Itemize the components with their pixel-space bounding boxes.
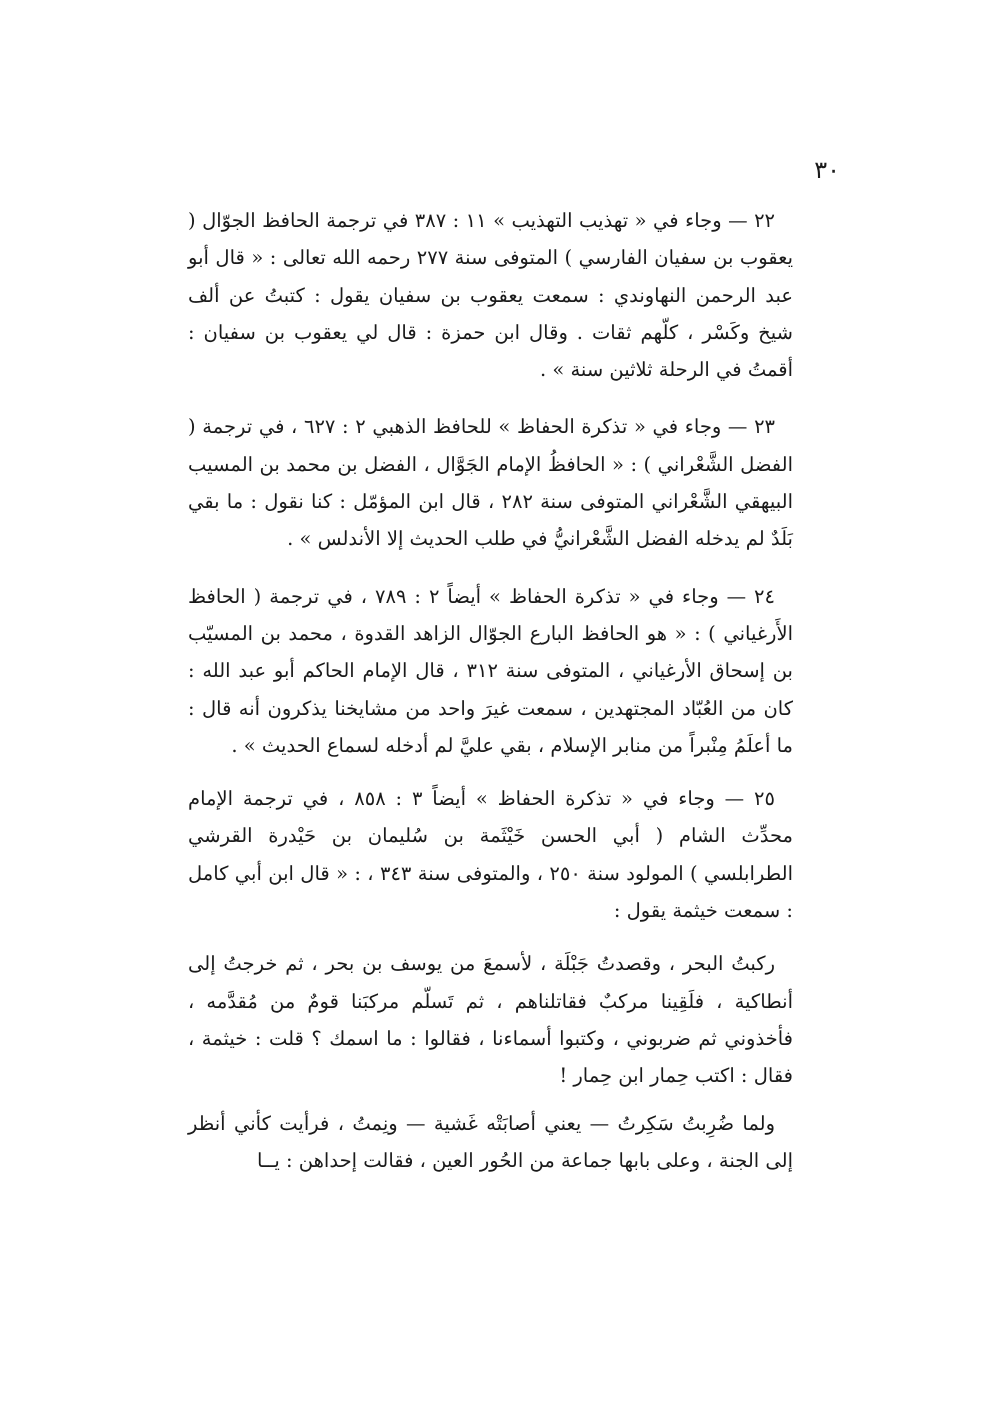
paragraph-24: ٢٤ — وجاء في « تذكرة الحفاظ » أيضاً ٢ : ٧٨٩ ، في ترجمة ( الحافظ الأَرغياني ) : « هو الحافظ البارع الجوّال الزاهد القدوة ، محمد بن المسيّب بن إسحاق الأرغياني ، المتوفى سنة ٣١٢ ، قال الإمام الحاكم أبو عبد الله : كان من العُبّاد المجتهدين ، سمعت غيرَ واحد من مشايخنا يذكرون أنه قال : ما أعلَمُ مِنْبراً من منابر الإسلام ، بقي عليَّ لم أدخله لسماع الحديث » . <box>188 584 793 757</box>
page-body <box>188 202 793 1179</box>
quote-paragraph-2: ولما ضُرِبتُ سَكِرتُ — يعني أصابَتْه غَشية — ونِمتُ ، فرأيت كأني أنظر إلى الجنة ، وعلى بابها جماعة من الحُور العين ، فقالت إحداهن : يــا <box>188 1111 793 1172</box>
paragraph-22: ٢٢ — وجاء في « تهذيب التهذيب » ١١ : ٣٨٧ في ترجمة الحافظ الجوّال ( يعقوب بن سفيان الفارسي ) المتوفى سنة ٢٧٧ رحمه الله تعالى : « قال أبو عبد الرحمن النهاوندي : سمعت يعقوب بن سفيان يقول : كتبتُ عن ألف شيخ وكَسْر ، كلّهم ثقات . وقال ابن حمزة : قال لي يعقوب بن سفيان : أقمتُ في الرحلة ثلاثين سنة » . <box>188 209 793 382</box>
page-number: ٣٠ <box>814 156 840 184</box>
paragraph-25: ٢٥ — وجاء في « تذكرة الحفاظ » أيضاً ٣ : ٨٥٨ ، في ترجمة الإمام محدِّث الشام ( أبي الحسن خَيْثَمة بن سُليمان بن حَيْدرة القرشي الطرابلسي ) المولود سنة ٢٥٠ ، والمتوفى سنة ٣٤٣ ، : « قال ابن أبي كامل : سمعت خيثمة يقول : <box>188 787 793 923</box>
quote-paragraph-1: ركبتُ البحر ، وقصدتُ جَبْلَة ، لأسمعَ من يوسف بن بحر ، ثم خرجتُ إلى أنطاكية ، فلَقِينا مركبٌ فقاتلناهم ، ثم تَسلّم مركبَنا قومٌ من مُقدَّمه ، فأخذوني ثم ضربوني ، وكتبوا أسماءنا ، فقالوا : ما اسمك ؟ قلت : خيثمة ، فقال : اكتب حِمار ابن حِمار ! <box>188 952 793 1088</box>
paragraph-23: ٢٣ — وجاء في « تذكرة الحفاظ » للحافظ الذهبي ٢ : ٦٢٧ ، في ترجمة ( الفضل الشَّعْراني ) : « الحافظُ الإمام الجَوَّال ، الفضل بن محمد بن المسيب البيهقي الشَّعْراني المتوفى سنة ٢٨٢ ، قال ابن المؤمّل : كنا نقول : ما بقي بَلَدٌ لم يدخله الفضل الشَّعْرانيُّ في طلب الحديث إلا الأندلس » . <box>188 415 793 551</box>
